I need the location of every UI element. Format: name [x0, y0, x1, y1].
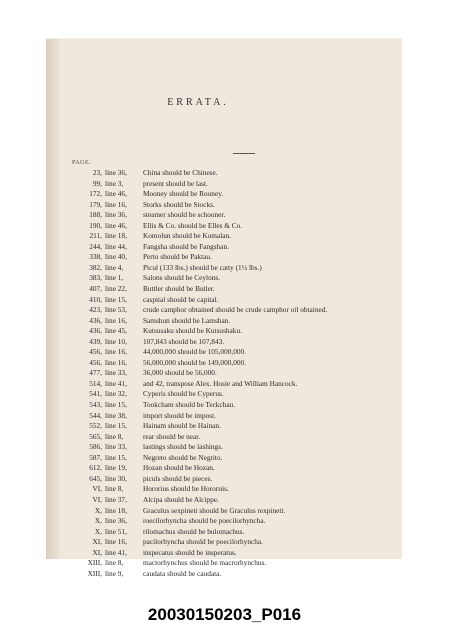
page-number: 612, — [89, 463, 102, 473]
page-number: 544, — [89, 410, 102, 420]
page-number: 179, — [89, 199, 102, 209]
correction-text: Samshun should be Lamshan. — [143, 315, 231, 325]
line-number: line 18, — [105, 505, 127, 515]
line-number: line 8, — [105, 431, 124, 441]
page-number: 244, — [89, 241, 102, 251]
correction-text: Komolun should be Komalan. — [143, 231, 231, 241]
correction-text: rear should be near. — [143, 431, 201, 441]
correction-text: Perto should be Paktau. — [143, 252, 212, 262]
correction-text: roecilorhyncha should be poecilorhyncha. — [143, 516, 266, 526]
page-number: XI, — [92, 537, 102, 547]
errata-entry — [68, 168, 398, 179]
line-number: line 46, — [105, 189, 127, 199]
correction-text: inspecatus should be insperatus. — [143, 547, 237, 557]
page-number: 645, — [89, 473, 102, 483]
correction-text: Tookcham should be Teckchau. — [143, 400, 236, 410]
line-number: line 9, — [105, 568, 124, 578]
line-number: line 46, — [105, 220, 127, 230]
page-number: 436, — [89, 326, 102, 336]
correction-text: 56,000,000 should be 149,000,000. — [143, 357, 246, 367]
errata-entry — [68, 284, 398, 295]
line-number: line 36, — [105, 168, 127, 177]
errata-entry — [68, 527, 398, 538]
correction-text: rilomachus should be bulomachus. — [143, 526, 245, 536]
errata-entry — [68, 305, 398, 316]
errata-entry — [68, 474, 398, 485]
line-number: line 22, — [105, 284, 127, 294]
correction-text: Fangsha should be Fangshan. — [143, 241, 229, 251]
errata-entry — [68, 558, 398, 569]
correction-text: import should be impost. — [143, 410, 216, 420]
page-number: 410, — [89, 294, 102, 304]
page-number: 436, — [89, 315, 102, 325]
line-number: line 44, — [105, 241, 127, 251]
page-number: VI, — [92, 484, 102, 494]
errata-entry — [68, 273, 398, 284]
errata-entry — [68, 400, 398, 411]
correction-text: China should be Chinese. — [143, 168, 218, 177]
correction-text: Hozan should be Hozan. — [143, 463, 215, 473]
line-number: line 41, — [105, 378, 127, 388]
line-number: line 8, — [105, 484, 124, 494]
title-rule — [233, 153, 255, 154]
line-number: line 45, — [105, 326, 127, 336]
errata-entry — [68, 442, 398, 453]
page-number: 456, — [89, 357, 102, 367]
column-header: PAGE. — [72, 160, 92, 166]
line-number: line 41, — [105, 547, 127, 557]
line-number: line 16, — [105, 315, 127, 325]
correction-text: Graculus sexpineti should be Graculus rexpineti. — [143, 505, 286, 515]
correction-text: Kutsusaku should be Kutsushaku. — [143, 326, 242, 336]
line-number: line 1, — [105, 273, 124, 283]
page-number: 587, — [89, 452, 102, 462]
correction-text: piculs should be pieces. — [143, 473, 213, 483]
line-number: line 16, — [105, 357, 127, 367]
errata-entry — [68, 484, 398, 495]
errata-entry — [68, 453, 398, 464]
line-number: line 16, — [105, 199, 127, 209]
page-fold-shadow — [46, 39, 60, 559]
line-number: line 36, — [105, 516, 127, 526]
page-number: 439, — [89, 336, 102, 346]
line-number: line 4, — [105, 262, 124, 272]
page-number: X, — [94, 526, 102, 536]
correction-text: Picul (133 lbs.) should be catty (1½ lbs.) — [143, 262, 262, 272]
line-number: line 40, — [105, 252, 127, 262]
correction-text: steamer should be schooner. — [143, 210, 226, 220]
page-number: 565, — [89, 431, 102, 441]
page-number: 99, — [92, 178, 102, 188]
errata-entry — [68, 326, 398, 337]
errata-entry — [68, 548, 398, 559]
correction-text: Alcipa should be Alcippe. — [143, 494, 219, 504]
errata-entry — [68, 200, 398, 211]
page-number: 407, — [89, 284, 102, 294]
page-number: 382, — [89, 262, 102, 272]
line-number: line 32, — [105, 389, 127, 399]
page-number: 543, — [89, 400, 102, 410]
errata-entry — [68, 252, 398, 263]
errata-title: ERRATA. — [167, 97, 229, 108]
correction-text: Mooney should be Rooney. — [143, 189, 224, 199]
line-number: line 16, — [105, 347, 127, 357]
page-number: 172, — [89, 189, 102, 199]
errata-entry — [68, 189, 398, 200]
image-caption: 20030150203_P016 — [147, 605, 302, 624]
correction-text: 107,843 should be 107,843. — [143, 336, 225, 346]
errata-entry — [68, 379, 398, 390]
errata-entry — [68, 537, 398, 548]
errata-entry — [68, 389, 398, 400]
page-number: 514, — [89, 378, 102, 388]
errata-entry — [68, 421, 398, 432]
errata-entry — [68, 347, 398, 358]
correction-text: lastings should be lashings. — [143, 442, 223, 452]
errata-entry — [68, 295, 398, 306]
line-number: line 33, — [105, 442, 127, 452]
errata-entry — [68, 432, 398, 443]
line-number: line 15, — [105, 452, 127, 462]
correction-text: caudata should be caudata. — [143, 568, 222, 578]
correction-text: crude camphor obtained should be crude camphor oil obtained. — [143, 305, 328, 315]
correction-text: Storks should be Stocks. — [143, 199, 215, 209]
line-number: line 33, — [105, 368, 127, 378]
correction-text: and 42, transpose Alex. Hosie and William Hancock. — [143, 378, 298, 388]
page-number: 190, — [89, 220, 102, 230]
correction-text: Hainam should be Hainan. — [143, 421, 221, 431]
line-number: line 3, — [105, 178, 124, 188]
correction-text: present should be last. — [143, 178, 208, 188]
errata-entry — [68, 316, 398, 327]
line-number: line 8, — [105, 558, 124, 568]
line-number: line 53, — [105, 305, 127, 315]
line-number: line 19, — [105, 463, 127, 473]
page-number: XI, — [92, 547, 102, 557]
page-number: XIII, — [87, 558, 102, 568]
correction-text: Cyperis should be Cyperus. — [143, 389, 224, 399]
correction-text: Hororius should be Hororнis. — [143, 484, 229, 494]
errata-entry — [68, 231, 398, 242]
line-number: line 16, — [105, 537, 127, 547]
line-number: line 38, — [105, 410, 127, 420]
errata-entry — [68, 263, 398, 274]
page-number: 188, — [89, 210, 102, 220]
line-number: line 30, — [105, 473, 127, 483]
page-number: X, — [94, 516, 102, 526]
errata-entry — [68, 368, 398, 379]
page-number: VI, — [92, 494, 102, 504]
correction-text: 44,000,000 should be 105,000,000. — [143, 347, 246, 357]
page-number: 456, — [89, 347, 102, 357]
correction-text: Salons should be Ceylons. — [143, 273, 221, 283]
page-number: XIII, — [87, 568, 102, 578]
page-number: 23, — [92, 168, 102, 177]
errata-entry — [68, 495, 398, 506]
line-number: line 51, — [105, 526, 127, 536]
line-number: line 36, — [105, 210, 127, 220]
errata-entry — [68, 242, 398, 253]
errata-entry — [68, 463, 398, 474]
page-number: X, — [94, 505, 102, 515]
errata-entry — [68, 516, 398, 527]
correction-text: Negreto should be Negrito. — [143, 452, 223, 462]
correction-text: caspital should be capital. — [143, 294, 219, 304]
correction-text: 36,000 should be 56,000. — [143, 368, 217, 378]
line-number: line 15, — [105, 400, 127, 410]
correction-text: Ellis & Co. should be Elles & Co. — [143, 220, 243, 230]
errata-entry — [68, 569, 398, 580]
page-number: 423, — [89, 305, 102, 315]
page-number: 211, — [89, 231, 102, 241]
errata-entry — [68, 337, 398, 348]
line-number: line 15, — [105, 294, 127, 304]
page-number: 541, — [89, 389, 102, 399]
errata-entry — [68, 221, 398, 232]
correction-text: mactorhynchus should be macrorhynchus. — [143, 558, 267, 568]
page-number: 477, — [89, 368, 102, 378]
errata-entry — [68, 506, 398, 517]
page-number: 338, — [89, 252, 102, 262]
errata-entry — [68, 210, 398, 221]
line-number: line 15, — [105, 421, 127, 431]
line-number: line 10, — [105, 336, 127, 346]
page-number: 383, — [89, 273, 102, 283]
errata-entry — [68, 358, 398, 369]
errata-entry — [68, 411, 398, 422]
line-number: line 18, — [105, 231, 127, 241]
line-number: line 37, — [105, 494, 127, 504]
errata-list — [68, 168, 398, 579]
correction-text: pacilorhyncha should be poecilorhyncha. — [143, 537, 263, 547]
errata-entry — [68, 179, 398, 190]
page-number: 586, — [89, 442, 102, 452]
correction-text: Buttler should be Butler. — [143, 284, 215, 294]
page-number: 552, — [89, 421, 102, 431]
